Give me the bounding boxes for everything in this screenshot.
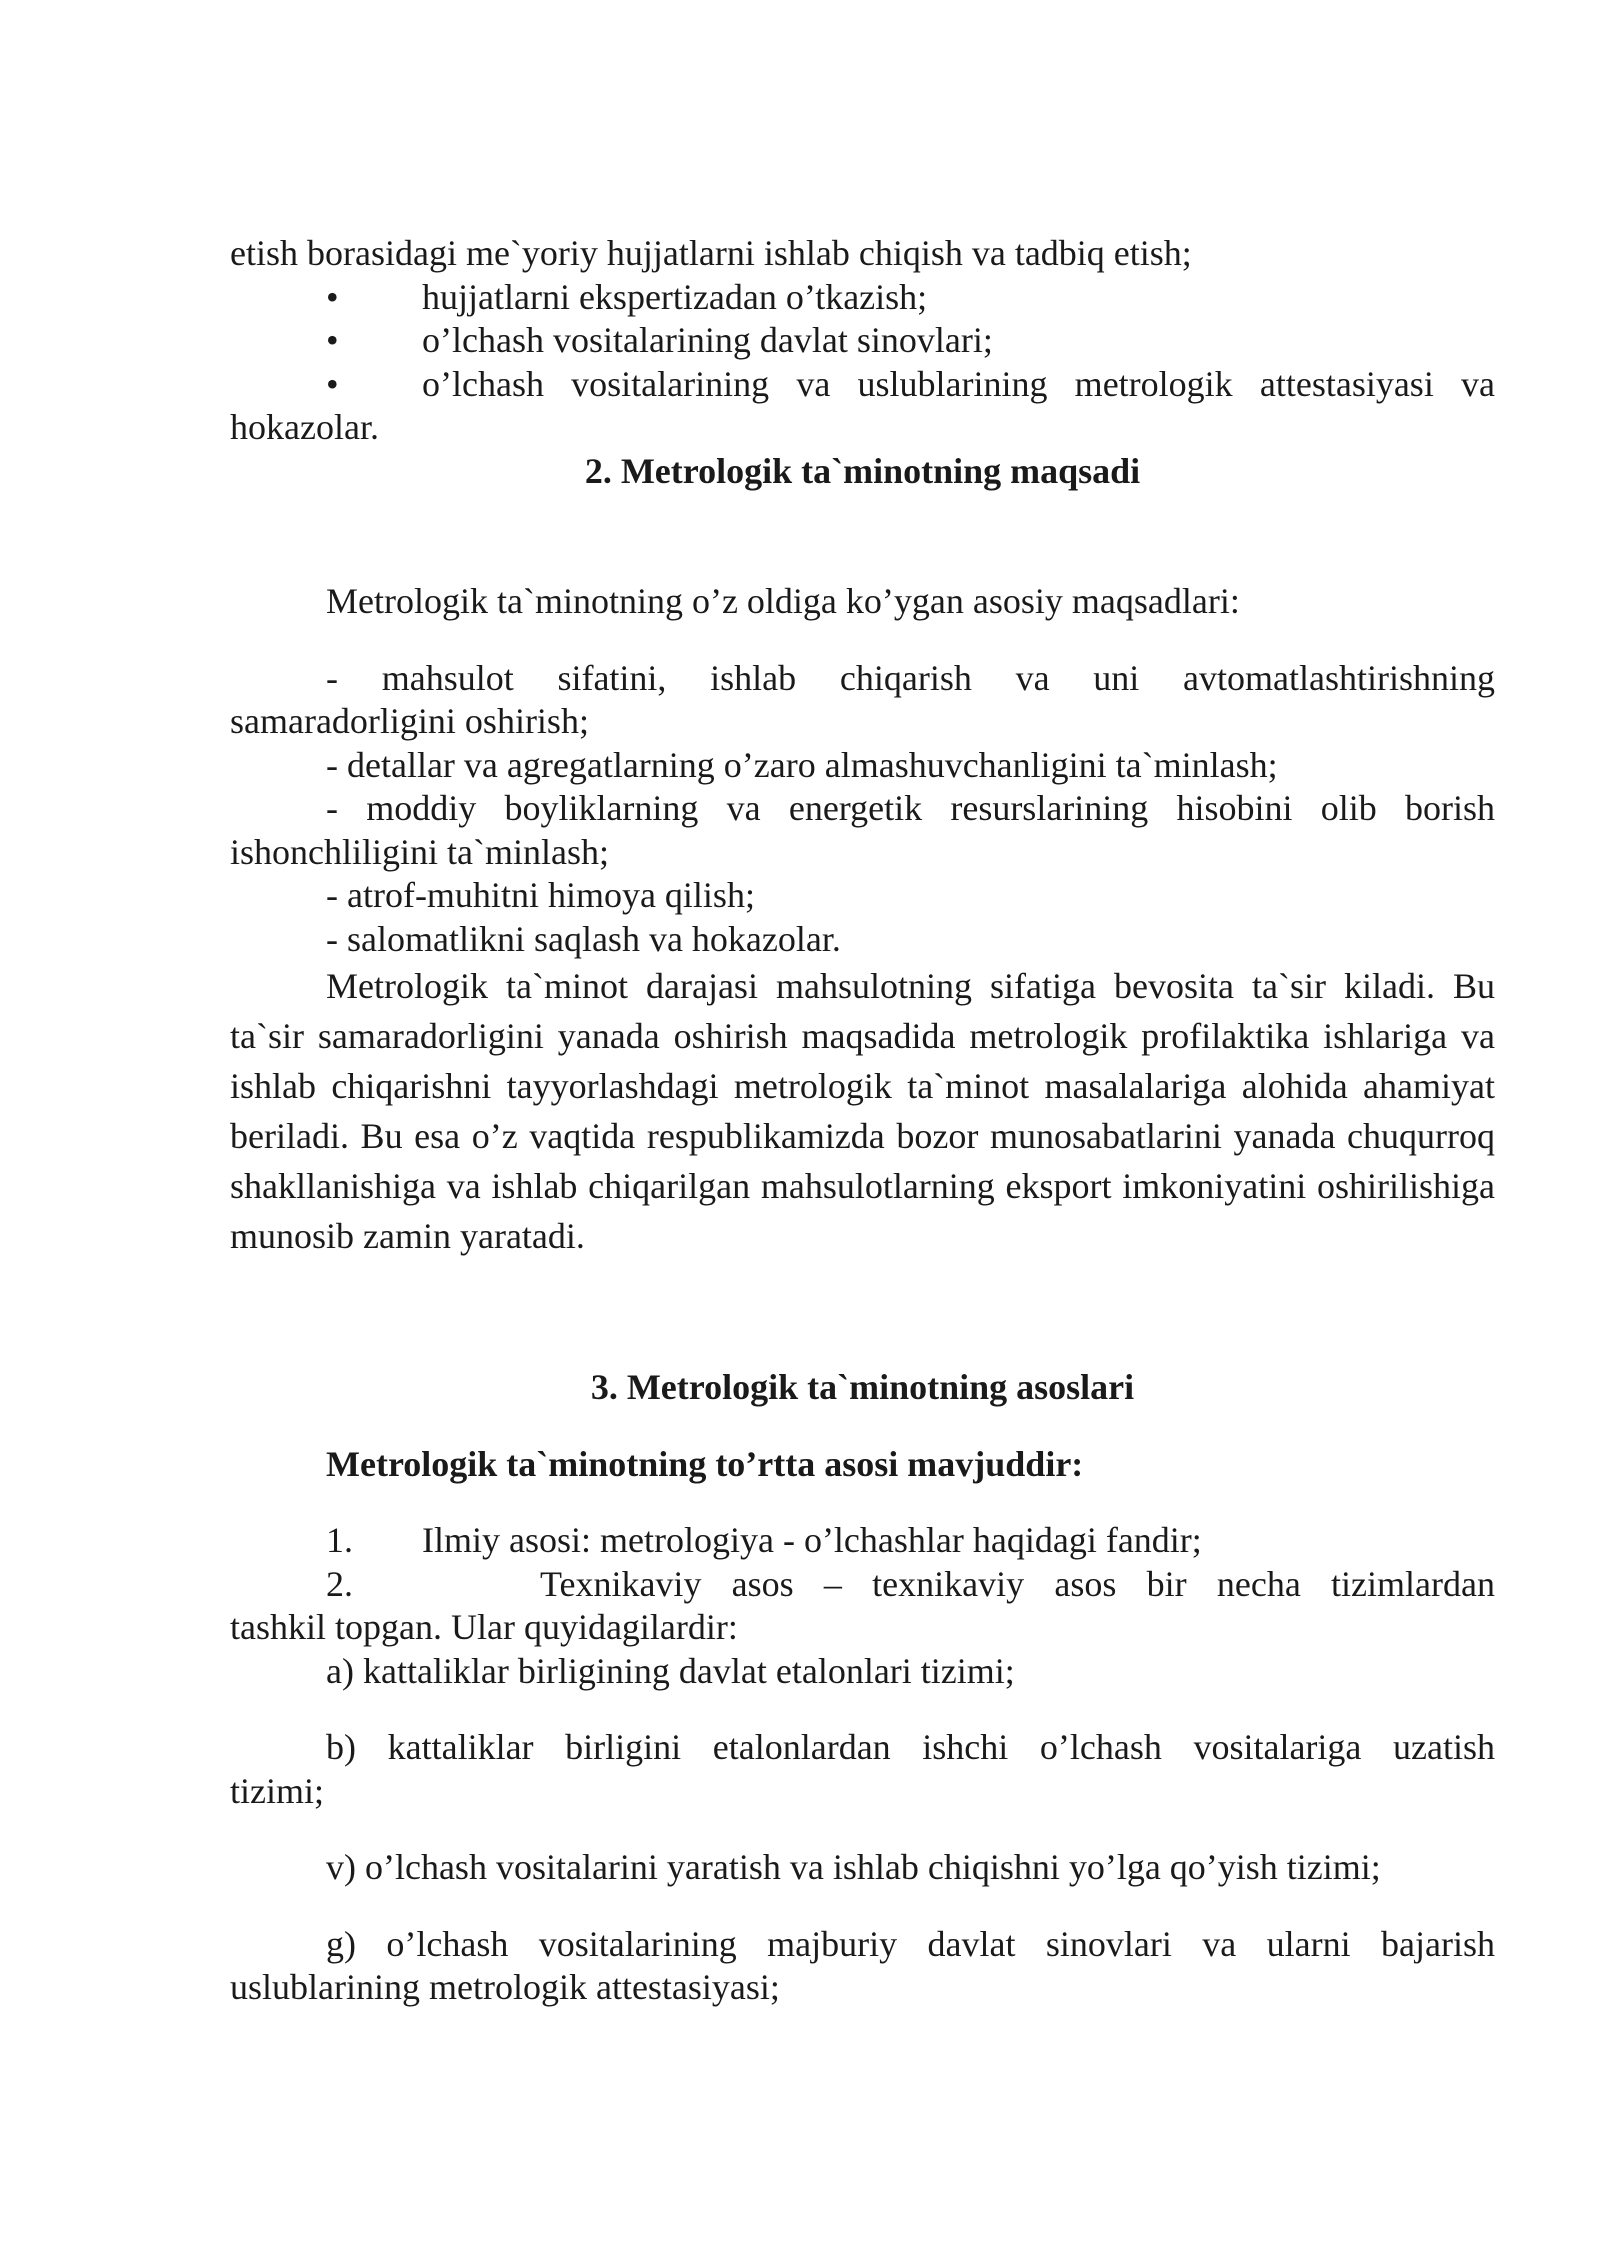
goal-item: - moddiy boyliklarning va energetik resurslarining hisobini olib borish <box>326 788 1495 828</box>
bullet-continuation: hokazolar. <box>230 407 379 447</box>
bullet-item <box>230 276 1495 320</box>
bullet-item <box>230 319 1495 363</box>
sub-item-b: b) kattaliklar birligini etalonlardan ishchi o’lchash vositalariga uzatish <box>326 1727 1495 1767</box>
sub-item-b-continuation: tizimi; <box>230 1770 324 1811</box>
bullet-text: hujjatlarni ekspertizadan o’tkazish; <box>422 276 928 317</box>
bullet-text: o’lchash vositalarining davlat sinovlari; <box>422 320 993 360</box>
goal-item-continuation: ishonchliligini ta`minlash; <box>230 831 609 872</box>
goal-item: - detallar va agregatlarning o’zaro almashuvchanligini ta`minlash; <box>326 744 1278 785</box>
goal-item: - salomatlikni saqlash va hokazolar. <box>326 918 841 959</box>
goal-item: - mahsulot sifatini, ishlab chiqarish va uni avtomatlashtirishning <box>326 657 1495 698</box>
bullet-text: o’lchash vositalarining va uslublarining metrologik attestasiyasi va <box>422 363 1495 404</box>
intro-line: etish borasidagi me`yoriy hujjatlarni ishlab chiqish va tadbiq etish; <box>230 233 1192 273</box>
bullet-mark: • <box>326 363 339 404</box>
bullet-mark: • <box>326 320 339 360</box>
bullet-mark: • <box>326 276 339 317</box>
goal-item-continuation: samaradorligini oshirish; <box>230 701 589 741</box>
sub-item-g: g) o’lchash vositalarining majburiy davlat sinovlari va ularni bajarish <box>326 1923 1495 1964</box>
goal-item: - atrof-muhitni himoya qilish; <box>326 875 755 915</box>
section-3-heading: 3. Metrologik ta`minotning asoslari <box>590 1367 1135 1407</box>
numbered-item <box>230 1519 1495 1563</box>
numbered-text: Texnikaviy asos – texnikaviy asos bir necha tizimlardan <box>540 1563 1495 1604</box>
number-mark: 2. <box>326 1563 353 1604</box>
numbered-text: Ilmiy asosi: metrologiya - o’lchashlar haqidagi fandir; <box>422 1520 1202 1560</box>
sub-item-g-continuation: uslublarining metrologik attestasiyasi; <box>230 1967 780 2007</box>
numbered-continuation: tashkil topgan. Ular quyidagilardir: <box>230 1607 738 1647</box>
section-2-paragraph: Metrologik ta`minot darajasi mahsulotning sifatiga bevosita ta`sir kiladi. Bu ta`sir samaradorligini yanada oshirish maqsadida metrologik profilaktika ishlariga va ishlab chiqarishni tayyorlashdagi metrologik ta`minot masalalariga alohida ahamiyat beriladi. Bu esa o’z vaqtida respublikamizda bozor munosabatlarini yanada chuqurroq shakllanishiga va ishlab chiqarilgan mahsulotlarning eksport imkoniyatini oshirilishiga munosib zamin yaratadi. <box>230 966 1495 1256</box>
page-content <box>230 232 1495 2010</box>
section-2-heading: 2. Metrologik ta`minotning maqsadi <box>584 450 1141 491</box>
goals-list <box>230 657 1495 962</box>
number-mark: 1. <box>326 1520 353 1560</box>
sub-item-v: v) o’lchash vositalarini yaratish va ishlab chiqishni yo’lga qo’yish tizimi; <box>326 1847 1381 1887</box>
section-3-subheading: Metrologik ta`minotning to’rtta asosi mavjuddir: <box>326 1443 1084 1484</box>
section-2-lead: Metrologik ta`minotning o’z oldiga ko’ygan asosiy maqsadlari: <box>326 581 1240 621</box>
bullet-item <box>230 363 1495 407</box>
sub-item-a: a) kattaliklar birligining davlat etalonlari tizimi; <box>326 1650 1015 1691</box>
numbered-item <box>230 1563 1495 1607</box>
